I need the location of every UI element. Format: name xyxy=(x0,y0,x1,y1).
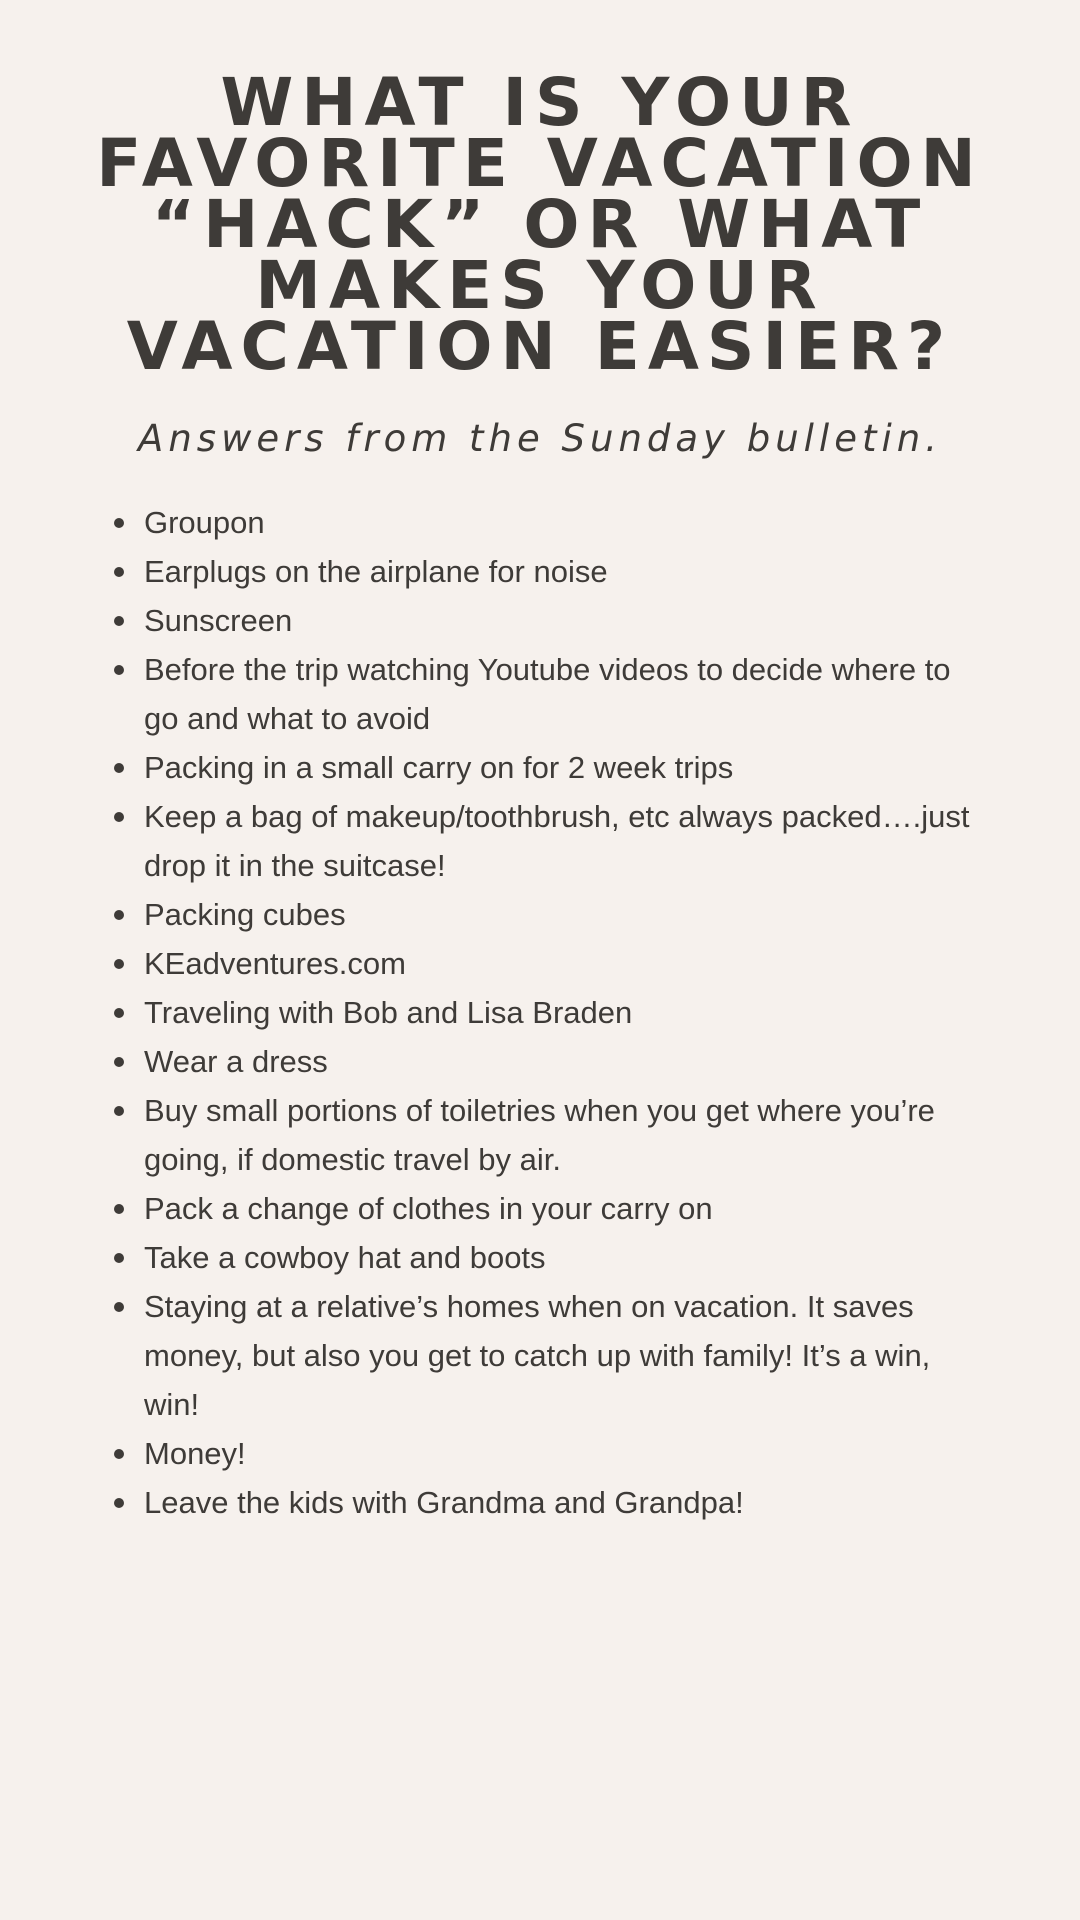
list-item xyxy=(144,1037,984,1086)
title-line: VACATION EASIER? xyxy=(126,308,954,385)
list-item xyxy=(144,547,984,596)
title-line: “HACK” OR WHAT xyxy=(151,186,929,263)
list-item xyxy=(144,1086,984,1184)
answer-text: Earplugs on the airplane for noise xyxy=(144,554,608,589)
answer-text: KEadventures.com xyxy=(144,946,406,981)
list-item xyxy=(144,596,984,645)
list-item xyxy=(144,1478,984,1527)
list-item xyxy=(144,988,984,1037)
bullet-icon xyxy=(114,1057,124,1067)
bullet-icon xyxy=(114,1106,124,1116)
answer-text: Take a cowboy hat and boots xyxy=(144,1240,546,1275)
answer-text: Money! xyxy=(144,1436,246,1471)
bullet-icon xyxy=(114,1302,124,1312)
list-item xyxy=(144,743,984,792)
list-item xyxy=(144,1429,984,1478)
list-item xyxy=(144,1282,984,1429)
page-title xyxy=(96,64,984,385)
bullet-icon xyxy=(114,1498,124,1508)
title-line: FAVORITE VACATION xyxy=(96,125,984,202)
bullet-icon xyxy=(114,616,124,626)
answer-text: Leave the kids with Grandma and Grandpa! xyxy=(144,1485,744,1520)
answer-text: Groupon xyxy=(144,505,265,540)
title-line: WHAT IS YOUR xyxy=(220,64,860,141)
list-item xyxy=(144,890,984,939)
subtitle: Answers from the Sunday bulletin. xyxy=(138,417,942,460)
answer-text: Buy small portions of toiletries when you get where you’re going, if domestic travel by air. xyxy=(144,1093,935,1177)
list-item xyxy=(144,1184,984,1233)
bullet-icon xyxy=(114,763,124,773)
bullet-icon xyxy=(114,910,124,920)
answer-text: Packing cubes xyxy=(144,897,346,932)
bullet-icon xyxy=(114,1008,124,1018)
list-item xyxy=(144,498,984,547)
answer-text: Packing in a small carry on for 2 week trips xyxy=(144,750,734,785)
answer-text: Keep a bag of makeup/toothbrush, etc always packed….just drop it in the suitcase! xyxy=(144,799,970,883)
list-item xyxy=(144,1233,984,1282)
list-item xyxy=(144,939,984,988)
bullet-icon xyxy=(114,665,124,675)
bullet-icon xyxy=(114,812,124,822)
answer-text: Sunscreen xyxy=(144,603,293,638)
bullet-icon xyxy=(114,1449,124,1459)
bullet-icon xyxy=(114,567,124,577)
answer-text: Wear a dress xyxy=(144,1044,328,1079)
bullet-icon xyxy=(114,1253,124,1263)
answer-text: Pack a change of clothes in your carry on xyxy=(144,1191,713,1226)
bullet-icon xyxy=(114,518,124,528)
title-line: MAKES YOUR xyxy=(255,247,825,324)
bullet-icon xyxy=(114,1204,124,1214)
answers-list xyxy=(96,498,984,1527)
answer-text: Staying at a relative’s homes when on vacation. It saves money, but also you get to catch up with family! It’s a win, win! xyxy=(144,1289,931,1422)
answer-text: Traveling with Bob and Lisa Braden xyxy=(144,995,633,1030)
list-item xyxy=(144,792,984,890)
answer-text: Before the trip watching Youtube videos to decide where to go and what to avoid xyxy=(144,652,951,736)
bullet-icon xyxy=(114,959,124,969)
list-item xyxy=(144,645,984,743)
